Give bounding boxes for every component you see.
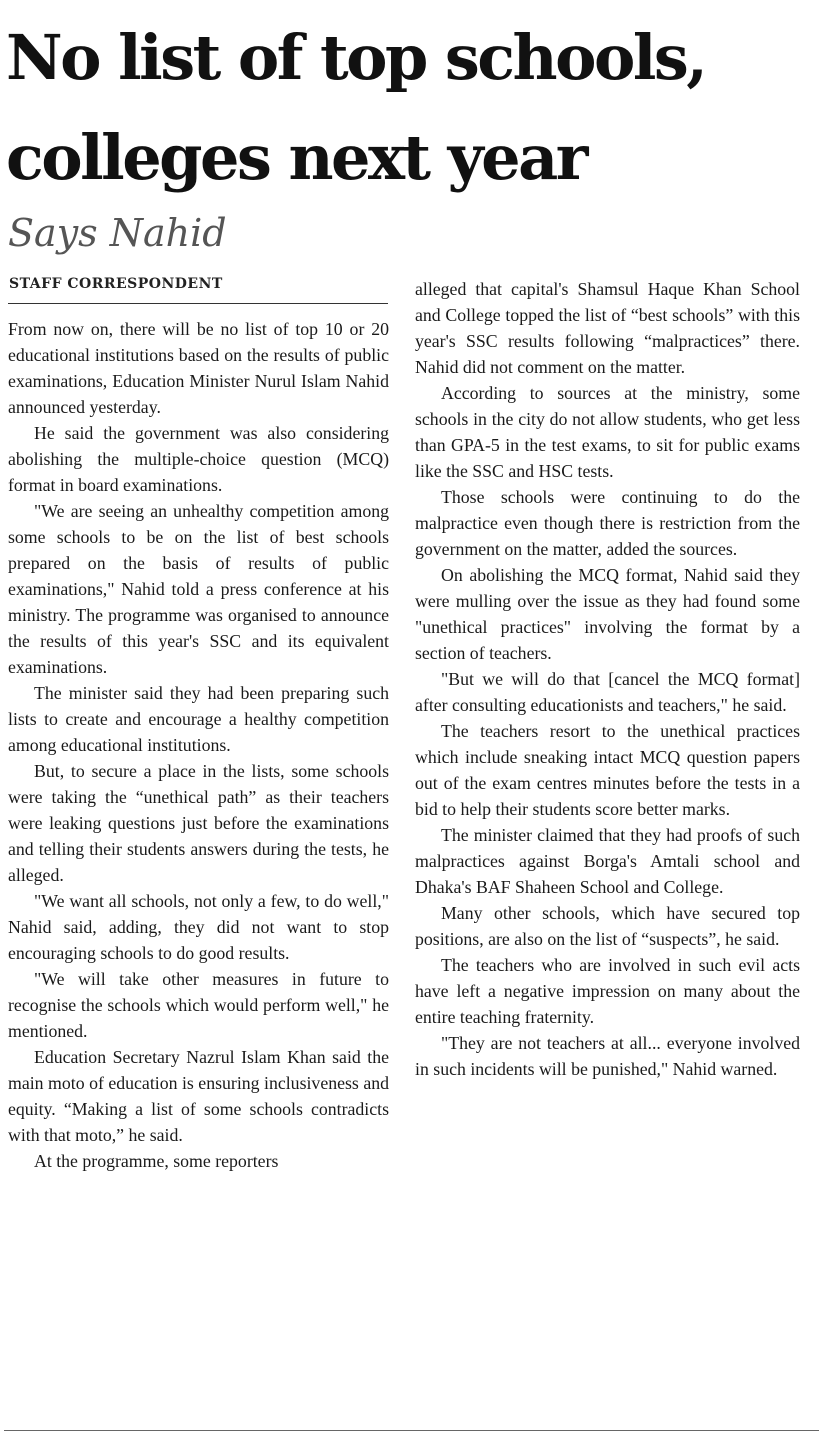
paragraph: alleged that capital's Shamsul Haque Khan School and College topped the list of “best schools” with this year's SSC results following “malpractices” there. Nahid did not comment on the matter. bbox=[415, 279, 800, 377]
article-column-2 bbox=[415, 276, 800, 1082]
paragraph: At the programme, some reporters bbox=[34, 1151, 279, 1171]
bottom-divider bbox=[4, 1430, 819, 1431]
paragraph: The teachers who are involved in such evil acts have left a negative impression on many about the entire teaching fraternity. bbox=[415, 955, 800, 1027]
paragraph: Many other schools, which have secured top positions, are also on the list of “suspects”, he said. bbox=[415, 903, 800, 949]
paragraph: Education Secretary Nazrul Islam Khan said the main moto of education is ensuring inclusiveness and equity. “Making a list of some schools contradicts with that moto,” he said. bbox=[8, 1047, 389, 1145]
paragraph: The minister claimed that they had proofs of such malpractices against Borga's Amtali school and Dhaka's BAF Shaheen School and College. bbox=[415, 825, 800, 897]
paragraph: "We want all schools, not only a few, to do well," Nahid said, adding, they did not want to stop encouraging schools to do good results. bbox=[8, 891, 389, 963]
paragraph: The teachers resort to the unethical practices which include sneaking intact MCQ question papers out of the exam centres minutes before the tests in a bid to help their students score better marks. bbox=[415, 721, 800, 819]
article-column-1 bbox=[8, 316, 389, 1174]
paragraph: Those schools were continuing to do the malpractice even though there is restriction from the government on the matter, added the sources. bbox=[415, 487, 800, 559]
byline: STAFF CORRESPONDENT bbox=[9, 276, 223, 292]
paragraph: From now on, there will be no list of top 10 or 20 educational institutions based on the results of public examinations, Education Minister Nurul Islam Nahid announced yesterday. bbox=[8, 319, 389, 417]
paragraph: "They are not teachers at all... everyone involved in such incidents will be punished," Nahid warned. bbox=[415, 1033, 800, 1079]
byline-divider bbox=[8, 303, 388, 304]
paragraph: "We are seeing an unhealthy competition among some schools to be on the list of best schools prepared on the basis of results of public examinations," Nahid told a press conference at his ministry. The programme was organised to announce the results of this year's SSC and its equivalent examinations. bbox=[8, 501, 389, 677]
paragraph: But, to secure a place in the lists, some schools were taking the “unethical path” as their teachers were leaking questions just before the examinations and telling their students answers during the tests, he alleged. bbox=[8, 761, 389, 885]
paragraph: The minister said they had been preparing such lists to create and encourage a healthy competition among educational institutions. bbox=[8, 683, 389, 755]
paragraph: He said the government was also considering abolishing the multiple-choice question (MCQ) format in board examinations. bbox=[8, 423, 389, 495]
paragraph: According to sources at the ministry, some schools in the city do not allow students, who get less than GPA-5 in the test exams, to sit for public exams like the SSC and HSC tests. bbox=[415, 383, 800, 481]
headline: No list of top schools, colleges next year bbox=[6, 21, 706, 194]
paragraph: "We will take other measures in future to recognise the schools which would perform well," he mentioned. bbox=[8, 969, 389, 1041]
paragraph: "But we will do that [cancel the MCQ format] after consulting educationists and teachers," he said. bbox=[415, 669, 800, 715]
deck-subheadline: Says Nahid bbox=[8, 211, 227, 255]
paragraph: On abolishing the MCQ format, Nahid said they were mulling over the issue as they had found some "unethical practices" involving the format by a section of teachers. bbox=[415, 565, 800, 663]
